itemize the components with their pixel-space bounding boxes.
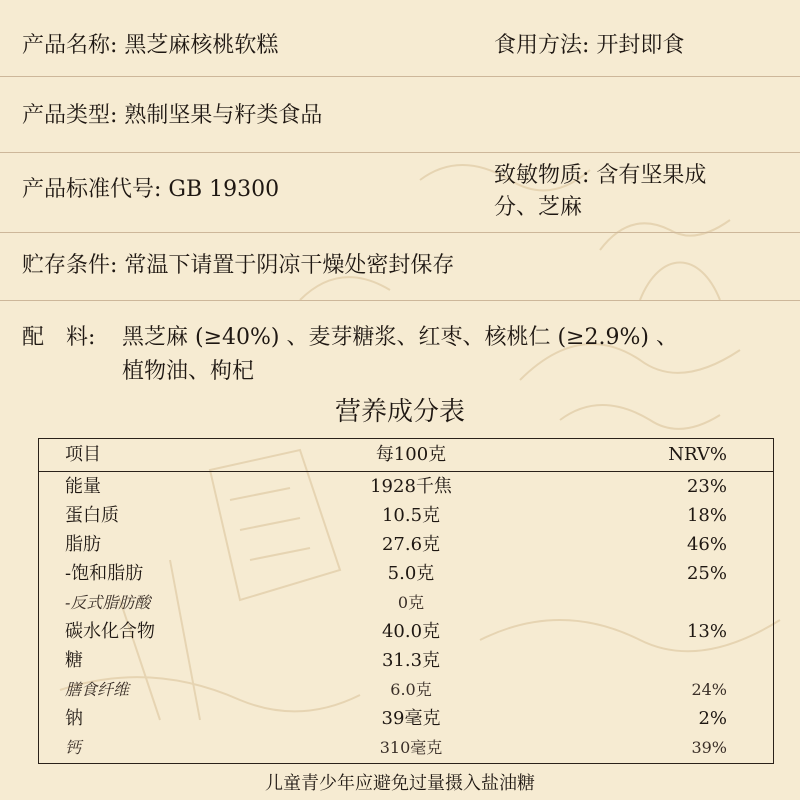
row-item: 膳食纤维 xyxy=(65,680,130,699)
header-item: 项目 xyxy=(65,444,101,465)
info-row-standard xyxy=(0,152,800,233)
product-name: 产品名称: 黑芝麻核桃软糕 xyxy=(22,33,279,58)
nutrition-header-row xyxy=(39,439,773,472)
row-item: 糖 xyxy=(65,650,83,671)
info-row-name xyxy=(0,0,800,77)
row-amount: 10.5克 xyxy=(381,505,441,526)
row-item: -反式脂肪酸 xyxy=(65,593,151,612)
table-row xyxy=(39,502,773,530)
row-nrv: 23% xyxy=(686,476,727,497)
table-row xyxy=(39,705,773,733)
row-item: 脂肪 xyxy=(65,534,101,555)
row-nrv: 2% xyxy=(698,708,727,729)
ingredients-block xyxy=(0,322,800,388)
table-row xyxy=(39,676,773,704)
ingredients-line-1: 黑芝麻 (≥40%) 、麦芽糖浆、红枣、核桃仁 (≥2.9%) 、 xyxy=(122,325,678,350)
row-item: 能量 xyxy=(65,476,101,497)
health-notice: 儿童青少年应避免过量摄入盐油糖 xyxy=(265,773,535,794)
row-nrv: 18% xyxy=(686,505,727,526)
allergen-line-2: 分、芝麻 xyxy=(494,195,583,220)
header-per-100g: 每100克 xyxy=(375,444,447,465)
table-row xyxy=(39,734,773,762)
row-amount: 27.6克 xyxy=(381,534,441,555)
row-nrv: 39% xyxy=(691,738,727,757)
nutrition-title: 营养成分表 xyxy=(334,397,465,427)
row-amount: 310毫克 xyxy=(379,738,443,757)
info-row-storage xyxy=(0,232,800,301)
row-amount: 6.0克 xyxy=(390,680,432,699)
row-item: 蛋白质 xyxy=(65,505,119,526)
row-item: 钠 xyxy=(65,708,83,729)
ingredients-label: 配 料: xyxy=(22,325,96,350)
storage-condition: 贮存条件: 常温下请置于阴凉干燥处密封保存 xyxy=(22,253,455,278)
row-amount: 5.0克 xyxy=(387,563,435,584)
usage-method: 食用方法: 开封即食 xyxy=(494,33,685,58)
row-amount: 39毫克 xyxy=(381,708,441,729)
product-type: 产品类型: 熟制坚果与籽类食品 xyxy=(22,103,323,128)
table-row xyxy=(39,560,773,588)
row-item: 碳水化合物 xyxy=(65,621,155,642)
table-row xyxy=(39,473,773,501)
table-row xyxy=(39,589,773,617)
row-amount: 40.0克 xyxy=(381,621,441,642)
row-item: -饱和脂肪 xyxy=(65,563,144,584)
row-amount: 31.3克 xyxy=(381,650,441,671)
table-row xyxy=(39,618,773,646)
row-nrv: 13% xyxy=(686,621,727,642)
allergen-line-1: 致敏物质: 含有坚果成 xyxy=(494,163,707,188)
row-item: 钙 xyxy=(65,738,82,757)
nutrition-table xyxy=(38,438,774,764)
row-amount: 1928千焦 xyxy=(370,476,452,497)
info-row-type xyxy=(0,76,800,153)
table-row xyxy=(39,647,773,675)
header-nrv: NRV% xyxy=(668,444,727,465)
row-amount: 0克 xyxy=(397,593,425,612)
ingredients-line-2: 植物油、枸杞 xyxy=(122,359,255,384)
row-nrv: 46% xyxy=(686,534,727,555)
standard-code: 产品标准代号: GB 19300 xyxy=(22,177,280,202)
row-nrv: 25% xyxy=(686,563,727,584)
row-nrv: 24% xyxy=(691,680,727,699)
table-row xyxy=(39,531,773,559)
